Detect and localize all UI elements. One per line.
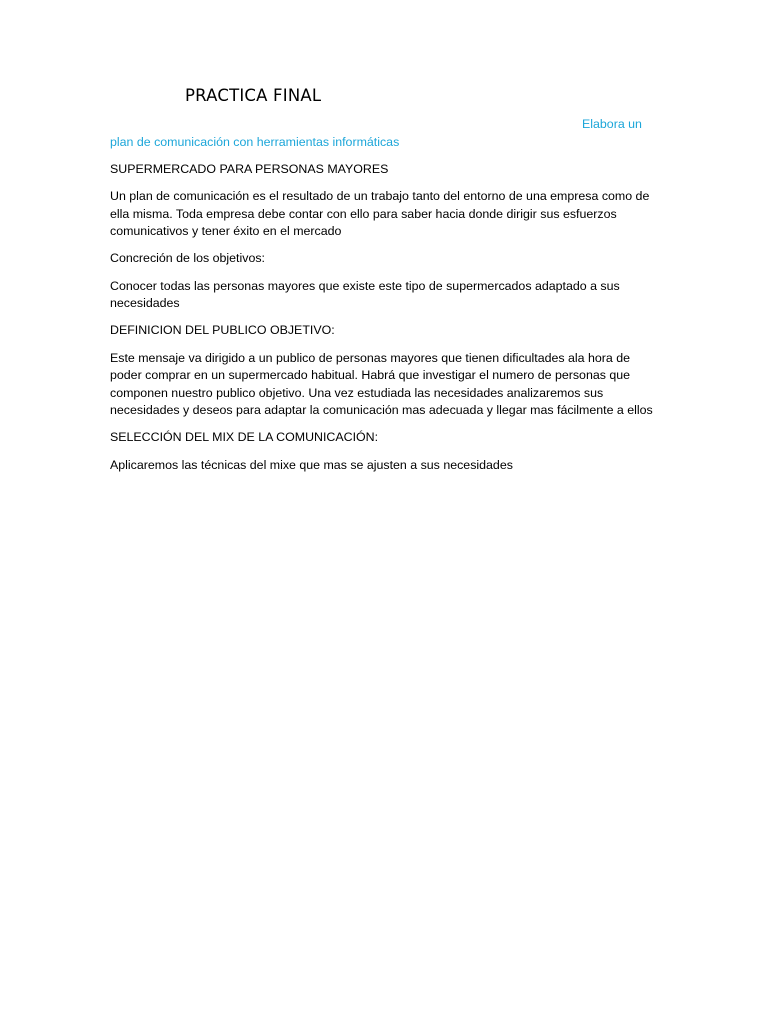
document-title: PRACTICA FINAL [185, 86, 322, 105]
section-heading-publico: DEFINICION DEL PUBLICO OBJETIVO: [110, 323, 335, 338]
objetivos-paragraph: Conocer todas las personas mayores que existe este tipo de supermercados adaptado a sus necesidades [110, 278, 620, 311]
section-heading-objetivos: Concreción de los objetivos: [110, 251, 265, 266]
intro-paragraph: Un plan de comunicación es el resultado de un trabajo tanto del entorno de una empresa como de ella misma. Toda empresa debe contar con ello para saber hacia donde dirigir sus esfuerzos comunicativos y tener éxito en el mercado [110, 188, 650, 239]
publico-paragraph: Este mensaje va dirigido a un publico de personas mayores que tienen dificultades ala hora de poder comprar en un supermercado habitual. Habrá que investigar el numero de personas que componen nuestro publico objetivo. Una vez estudiada las necesidades analizaremos sus necesidades y deseos para adaptar la comunicación mas adecuada y llegar mas fácilmente a ellos [110, 350, 653, 418]
document-body [110, 116, 658, 484]
document-subtitle: Elabora un plan de comunicación con herramientas informáticas [110, 117, 642, 149]
section-heading-mix: SELECCIÓN DEL MIX DE LA COMUNICACIÓN: [110, 430, 379, 445]
section-heading-supermercado: SUPERMERCADO PARA PERSONAS MAYORES [110, 161, 389, 176]
mix-paragraph: Aplicaremos las técnicas del mixe que mas se ajusten a sus necesidades [110, 457, 513, 472]
